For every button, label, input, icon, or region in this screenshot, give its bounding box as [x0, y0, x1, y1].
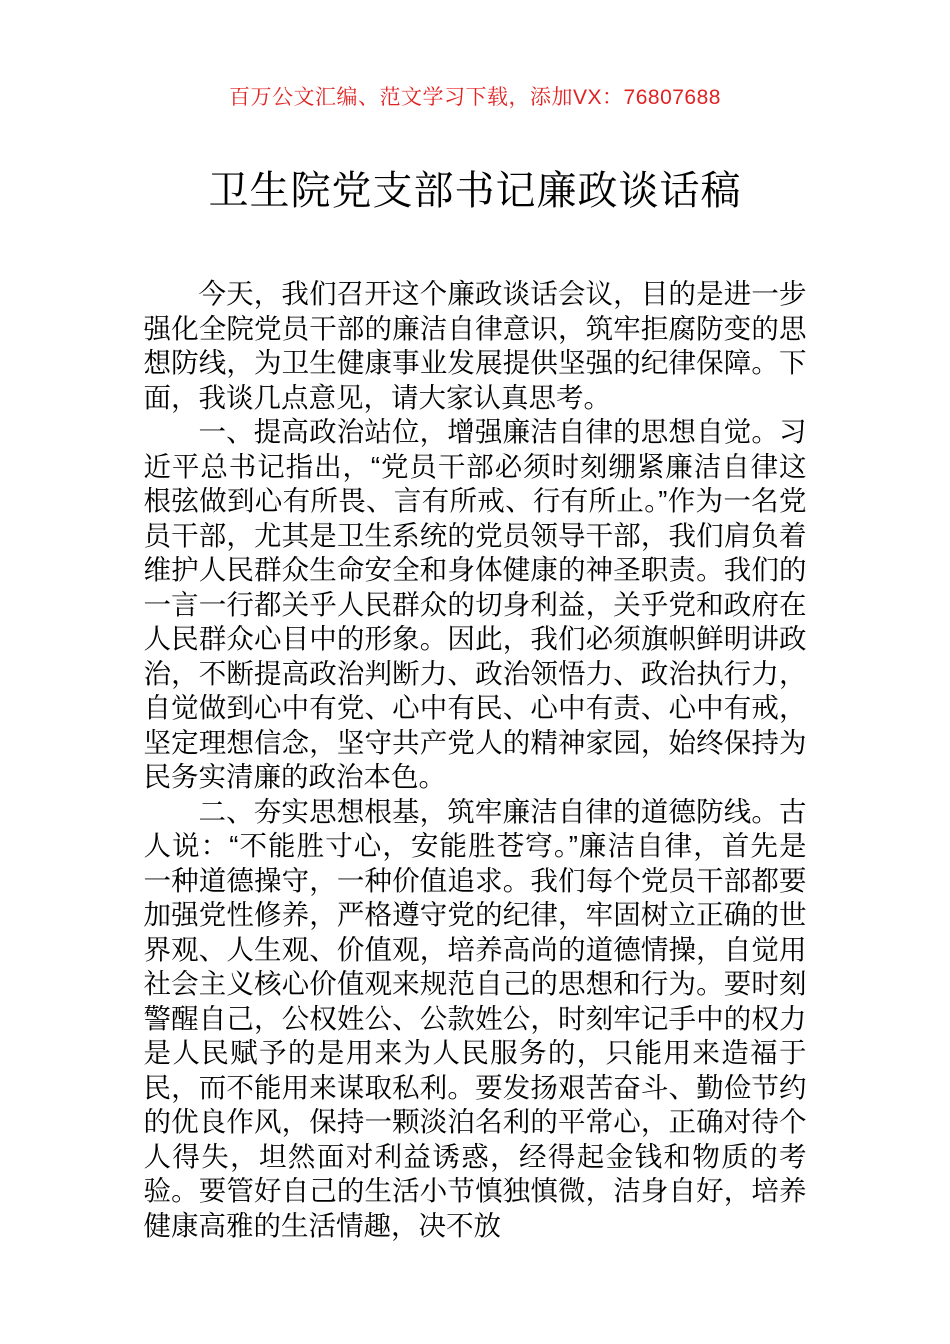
paragraph: 二、夯实思想根基，筑牢廉洁自律的道德防线。古人说：“不能胜寸心，安能胜苍穹。”廉洁自律，首先是一种道德操守，一种价值追求。我们每个党员干部都要加强党性修养，严格遵守党的纪律，牢固树立正确的世界观、人生观、价值观，培养高尚的道德情操，自觉用社会主义核心价值观来规范自己的思想和行为。要时刻警醒自己，公权姓公、公款姓公，时刻牢记手中的权力是人民赋予的是用来为人民服务的，只能用来造福于民，而不能用来谋取私利。要发扬艰苦奋斗、勤俭节约的优良作风，保持一颗淡泊名利的平常心，正确对待个人得失，坦然面对利益诱惑，经得起金钱和物质的考验。要管好自己的生活小节慎独慎微，洁身自好，培养健康高雅的生活情趣，决不放 — [143, 795, 807, 1241]
page-title: 卫生院党支部书记廉政谈话稿 — [208, 169, 742, 213]
document-body — [144, 277, 807, 1243]
watermark-header: 百万公文汇编、范文学习下载，添加VX：76807688 — [229, 86, 721, 109]
paragraph: 一、提高政治站位，增强廉洁自律的思想自觉。习近平总书记指出，“党员干部必须时刻绷紧廉洁自律这根弦做到心有所畏、言有所戒、行有所止。”作为一名党员干部，尤其是卫生系统的党员领导干部，我们肩负着维护人民群众生命安全和身体健康的神圣职责。我们的一言一行都关乎人民群众的切身利益，关乎党和政府在人民群众心目中的形象。因此，我们必须旗帜鲜明讲政治，不断提高政治判断力、政治领悟力、政治执行力，自觉做到心中有党、心中有民、心中有责、心中有戒，坚定理想信念，坚守共产党人的精神家园，始终保持为民务实清廉的政治本色。 — [143, 416, 807, 792]
paragraph: 今天，我们召开这个廉政谈话会议，目的是进一步强化全院党员干部的廉洁自律意识，筑牢拒腐防变的思想防线，为卫生健康事业发展提供坚强的纪律保障。下面，我谈几点意见，请大家认真思考。 — [143, 278, 807, 413]
